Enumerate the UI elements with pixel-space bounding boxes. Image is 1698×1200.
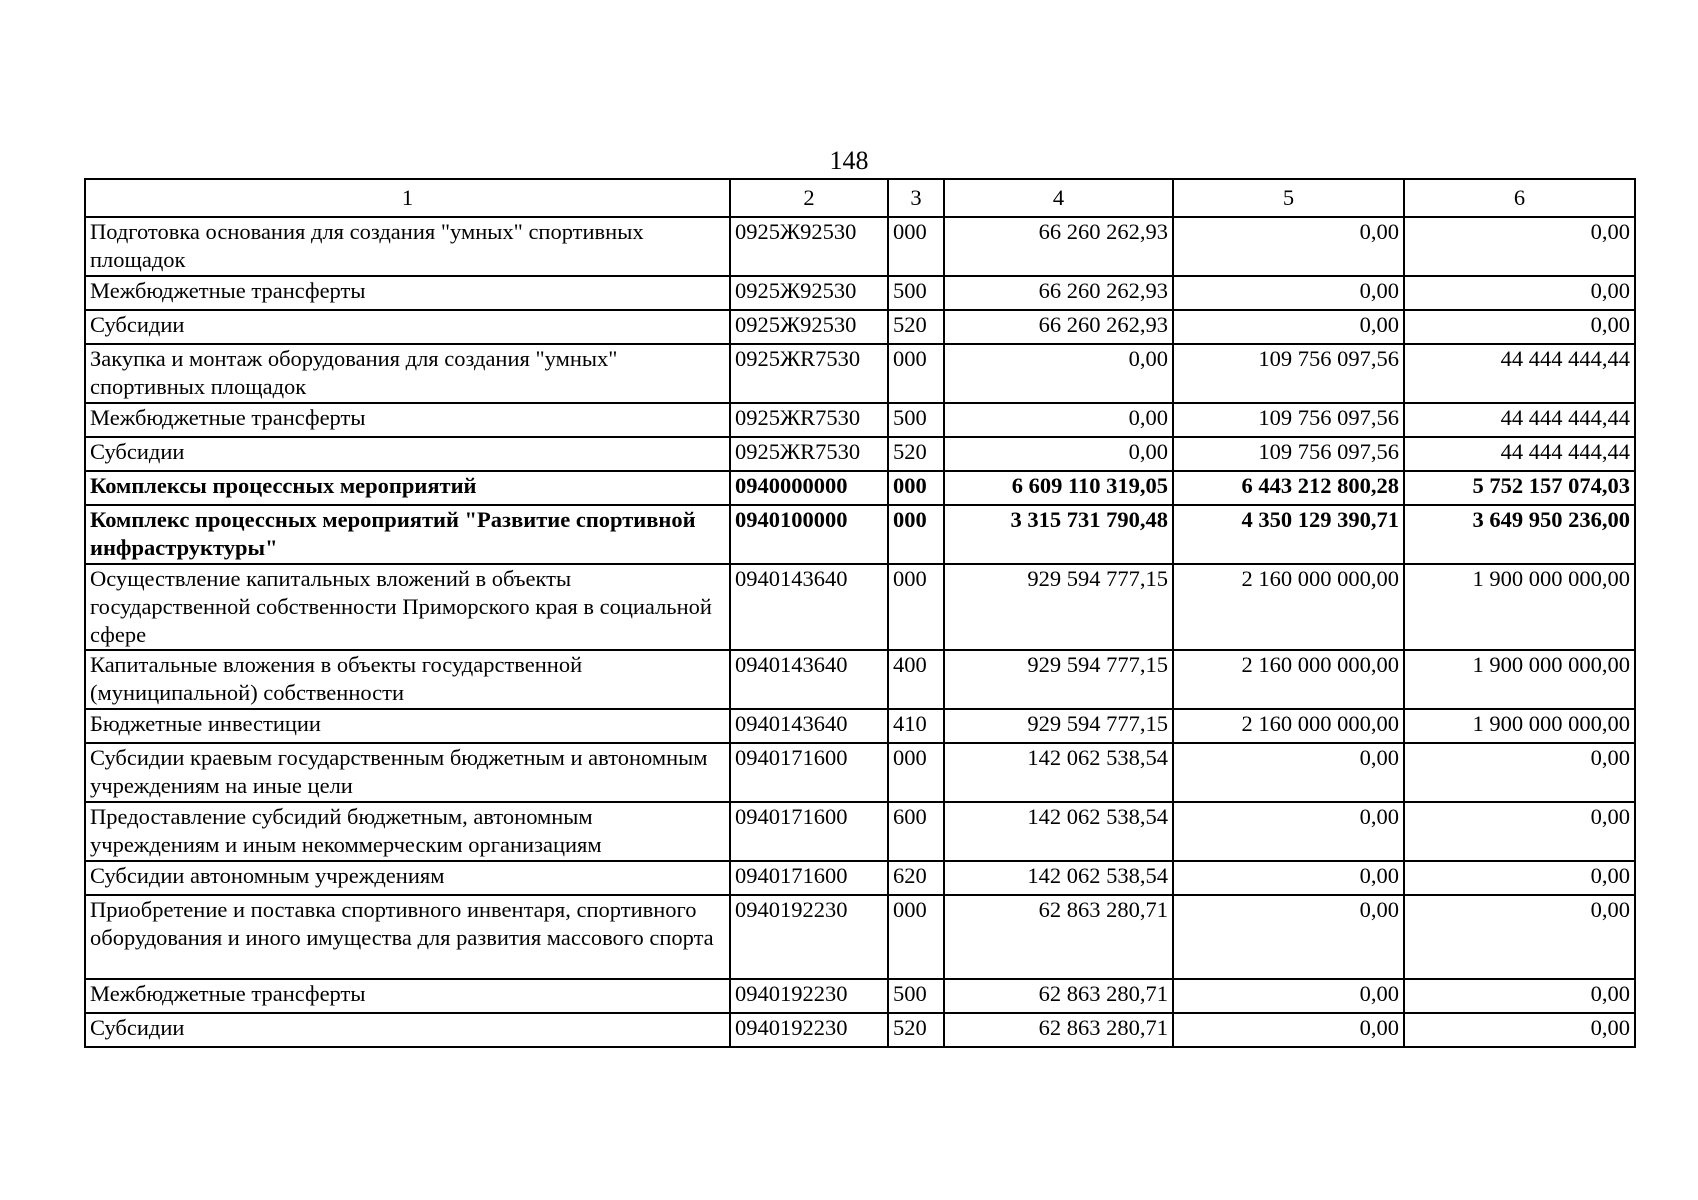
column-header: 2 [730, 179, 888, 217]
row-code-cell: 0940171600 [730, 743, 888, 802]
row-amount-col6: 0,00 [1404, 217, 1635, 276]
budget-table [84, 178, 1636, 1048]
row-amount-col6: 44 444 444,44 [1404, 344, 1635, 403]
row-amount-col6: 1 900 000 000,00 [1404, 709, 1635, 743]
row-code-cell: 0925Ж92530 [730, 276, 888, 310]
row-name-cell: Субсидии [85, 1013, 730, 1047]
column-header: 5 [1173, 179, 1404, 217]
row-type-cell: 400 [888, 650, 944, 709]
row-amount-col4: 62 863 280,71 [944, 895, 1173, 979]
row-name-cell: Капитальные вложения в объекты государственной (муниципальной) собственности [85, 650, 730, 709]
row-amount-col5: 2 160 000 000,00 [1173, 650, 1404, 709]
row-amount-col4: 142 062 538,54 [944, 802, 1173, 861]
row-type-cell: 000 [888, 505, 944, 564]
row-name-cell: Бюджетные инвестиции [85, 709, 730, 743]
row-name-cell: Закупка и монтаж оборудования для создания "умных" спортивных площадок [85, 344, 730, 403]
row-amount-col4: 0,00 [944, 437, 1173, 471]
row-code-cell: 0940000000 [730, 471, 888, 505]
row-amount-col5: 0,00 [1173, 1013, 1404, 1047]
row-amount-col6: 0,00 [1404, 276, 1635, 310]
row-name-cell: Приобретение и поставка спортивного инвентаря, спортивного оборудования и иного имущества для развития массового спорта [85, 895, 730, 979]
row-name-cell: Подготовка основания для создания "умных" спортивных площадок [85, 217, 730, 276]
row-amount-col4: 3 315 731 790,48 [944, 505, 1173, 564]
row-name-cell: Осуществление капитальных вложений в объекты государственной собственности Приморского края в социальной сфере [85, 564, 730, 650]
row-amount-col5: 2 160 000 000,00 [1173, 709, 1404, 743]
row-amount-col6: 0,00 [1404, 743, 1635, 802]
row-amount-col6: 0,00 [1404, 895, 1635, 979]
column-header: 4 [944, 179, 1173, 217]
row-amount-col6: 3 649 950 236,00 [1404, 505, 1635, 564]
row-amount-col4: 929 594 777,15 [944, 564, 1173, 650]
column-header: 3 [888, 179, 944, 217]
row-code-cell: 0940143640 [730, 650, 888, 709]
row-code-cell: 0925ЖR7530 [730, 344, 888, 403]
row-type-cell: 000 [888, 217, 944, 276]
table-row [85, 895, 1635, 979]
row-amount-col5: 0,00 [1173, 895, 1404, 979]
row-name-cell: Субсидии [85, 310, 730, 344]
row-amount-col4: 0,00 [944, 403, 1173, 437]
column-header: 1 [85, 179, 730, 217]
table-row [85, 650, 1635, 709]
row-name-cell: Комплексы процессных мероприятий [85, 471, 730, 505]
row-amount-col4: 62 863 280,71 [944, 979, 1173, 1013]
row-amount-col4: 142 062 538,54 [944, 743, 1173, 802]
row-type-cell: 500 [888, 276, 944, 310]
row-amount-col5: 4 350 129 390,71 [1173, 505, 1404, 564]
row-amount-col6: 0,00 [1404, 310, 1635, 344]
row-code-cell: 0925Ж92530 [730, 310, 888, 344]
row-type-cell: 000 [888, 564, 944, 650]
row-amount-col4: 0,00 [944, 344, 1173, 403]
row-code-cell: 0940192230 [730, 895, 888, 979]
row-name-cell: Субсидии автономным учреждениям [85, 861, 730, 895]
row-amount-col6: 0,00 [1404, 979, 1635, 1013]
table-row [85, 1013, 1635, 1047]
row-name-cell: Субсидии краевым государственным бюджетным и автономным учреждениям на иные цели [85, 743, 730, 802]
row-type-cell: 000 [888, 743, 944, 802]
row-amount-col6: 1 900 000 000,00 [1404, 650, 1635, 709]
row-code-cell: 0940100000 [730, 505, 888, 564]
table-body [85, 217, 1635, 1047]
row-name-cell: Межбюджетные трансферты [85, 403, 730, 437]
row-amount-col6: 0,00 [1404, 861, 1635, 895]
row-type-cell: 600 [888, 802, 944, 861]
table-row [85, 505, 1635, 564]
row-amount-col6: 44 444 444,44 [1404, 403, 1635, 437]
row-code-cell: 0940192230 [730, 979, 888, 1013]
row-amount-col4: 142 062 538,54 [944, 861, 1173, 895]
row-code-cell: 0925Ж92530 [730, 217, 888, 276]
row-name-cell: Межбюджетные трансферты [85, 276, 730, 310]
page-number: 148 [829, 146, 869, 175]
row-amount-col4: 66 260 262,93 [944, 217, 1173, 276]
row-name-cell: Межбюджетные трансферты [85, 979, 730, 1013]
table-row [85, 403, 1635, 437]
row-code-cell: 0940171600 [730, 861, 888, 895]
table-row [85, 564, 1635, 650]
row-type-cell: 520 [888, 310, 944, 344]
table-row [85, 437, 1635, 471]
row-amount-col5: 0,00 [1173, 743, 1404, 802]
table-row [85, 471, 1635, 505]
table-row [85, 709, 1635, 743]
row-type-cell: 000 [888, 344, 944, 403]
row-type-cell: 620 [888, 861, 944, 895]
row-amount-col5: 2 160 000 000,00 [1173, 564, 1404, 650]
table-row [85, 344, 1635, 403]
row-type-cell: 520 [888, 1013, 944, 1047]
row-type-cell: 410 [888, 709, 944, 743]
row-code-cell: 0940192230 [730, 1013, 888, 1047]
row-type-cell: 500 [888, 403, 944, 437]
row-amount-col4: 66 260 262,93 [944, 310, 1173, 344]
row-amount-col6: 44 444 444,44 [1404, 437, 1635, 471]
row-amount-col6: 0,00 [1404, 1013, 1635, 1047]
row-amount-col4: 929 594 777,15 [944, 650, 1173, 709]
row-amount-col4: 62 863 280,71 [944, 1013, 1173, 1047]
table-row [85, 802, 1635, 861]
row-name-cell: Предоставление субсидий бюджетным, автономным учреждениям и иным некоммерческим организациям [85, 802, 730, 861]
row-code-cell: 0925ЖR7530 [730, 437, 888, 471]
row-amount-col6: 0,00 [1404, 802, 1635, 861]
row-amount-col5: 0,00 [1173, 979, 1404, 1013]
table-header-row [85, 179, 1635, 217]
row-name-cell: Субсидии [85, 437, 730, 471]
row-code-cell: 0925ЖR7530 [730, 403, 888, 437]
row-amount-col5: 6 443 212 800,28 [1173, 471, 1404, 505]
row-amount-col5: 0,00 [1173, 861, 1404, 895]
row-amount-col4: 66 260 262,93 [944, 276, 1173, 310]
row-amount-col5: 0,00 [1173, 276, 1404, 310]
row-amount-col5: 109 756 097,56 [1173, 344, 1404, 403]
column-header: 6 [1404, 179, 1635, 217]
row-amount-col4: 6 609 110 319,05 [944, 471, 1173, 505]
row-name-cell: Комплекс процессных мероприятий "Развитие спортивной инфраструктуры" [85, 505, 730, 564]
row-code-cell: 0940143640 [730, 709, 888, 743]
row-amount-col5: 0,00 [1173, 217, 1404, 276]
table-row [85, 743, 1635, 802]
table-row [85, 276, 1635, 310]
row-amount-col6: 1 900 000 000,00 [1404, 564, 1635, 650]
row-type-cell: 000 [888, 895, 944, 979]
table-row [85, 217, 1635, 276]
row-code-cell: 0940143640 [730, 564, 888, 650]
table-row [85, 979, 1635, 1013]
row-amount-col5: 0,00 [1173, 802, 1404, 861]
row-amount-col5: 0,00 [1173, 310, 1404, 344]
table-row [85, 861, 1635, 895]
row-amount-col6: 5 752 157 074,03 [1404, 471, 1635, 505]
table-row [85, 310, 1635, 344]
row-type-cell: 520 [888, 437, 944, 471]
row-code-cell: 0940171600 [730, 802, 888, 861]
row-type-cell: 000 [888, 471, 944, 505]
row-amount-col4: 929 594 777,15 [944, 709, 1173, 743]
row-amount-col5: 109 756 097,56 [1173, 437, 1404, 471]
row-amount-col5: 109 756 097,56 [1173, 403, 1404, 437]
row-type-cell: 500 [888, 979, 944, 1013]
